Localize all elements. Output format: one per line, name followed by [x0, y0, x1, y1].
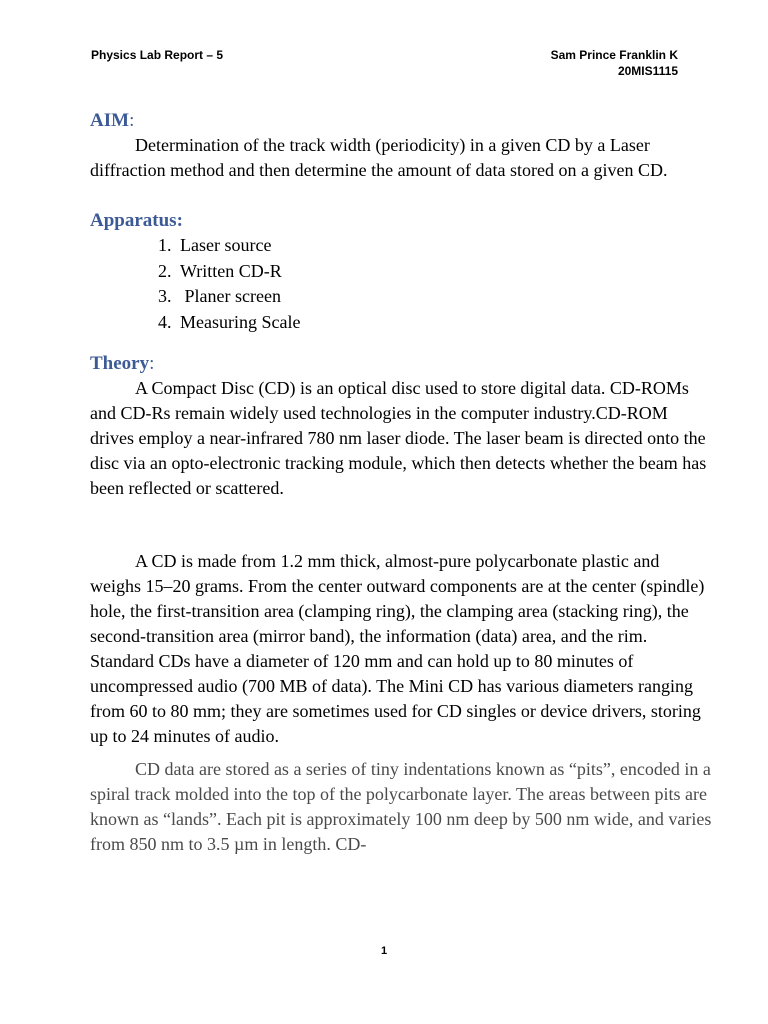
- report-title-header: Physics Lab Report – 5: [91, 48, 224, 62]
- apparatus-list: [90, 233, 712, 335]
- theory-heading: [90, 351, 712, 376]
- document-body: [90, 108, 712, 857]
- list-item-number: 2.: [158, 260, 172, 281]
- theory-paragraph-2: A CD is made from 1.2 mm thick, almost-pure polycarbonate plastic and weighs 15–20 grams. From the center outward components are at the center (spindle) hole, the first-transition area (clamping ring), the clamping area (stacking ring), the second-transition area (mirror band), the information (data) area, and the rim. Standard CDs have a diameter of 120 mm and can hold up to 80 minutes of uncompressed audio (700 MB of data). The Mini CD has various diameters ranging from 60 to 80 mm; they are sometimes used for CD singles or device drivers, storing up to 24 minutes of audio.: [90, 551, 705, 746]
- list-item: [158, 259, 712, 285]
- list-item-label: Measuring Scale: [180, 311, 301, 332]
- page-number: 1: [380, 945, 388, 957]
- aim-heading-colon: :: [129, 110, 135, 131]
- author-header: [551, 47, 678, 79]
- list-item: [158, 310, 712, 336]
- list-item-number: 1.: [158, 235, 172, 255]
- list-item-label: Planer screen: [180, 286, 281, 306]
- list-item-label: Laser source: [180, 235, 272, 255]
- apparatus-heading-word: Apparatus:: [90, 210, 183, 231]
- list-item-number: 3.: [158, 286, 172, 306]
- aim-heading-word: AIM: [90, 110, 130, 131]
- theory-paragraph-1: A Compact Disc (CD) is an optical disc used to store digital data. CD-ROMs and CD-Rs remain widely used technologies in the computer industry.CD-ROM drives employ a near-infrared 780 nm laser diode. The laser beam is directed onto the disc via an opto-electronic tracking module, which then detects whether the beam has been reflected or scattered.: [90, 378, 707, 498]
- author-name: Sam Prince Franklin K: [550, 48, 678, 62]
- theory-heading-word: Theory: [90, 353, 150, 374]
- aim-heading: [90, 108, 712, 133]
- aim-text: Determination of the track width (periodicity) in a given CD by a Laser diffraction method and then determine the amount of data stored on a given CD.: [90, 135, 668, 180]
- theory-heading-colon: :: [149, 353, 155, 374]
- theory-paragraph-3: CD data are stored as a series of tiny indentations known as “pits”, encoded in a spiral track molded into the top of the polycarbonate layer. The areas between pits are known as “lands”. Each pit is approximately 100 nm deep by 500 nm wide, and varies from 850 nm to 3.5 µm in length. CD-: [90, 759, 712, 854]
- list-item: [158, 284, 712, 310]
- student-id: 20MIS1115: [617, 64, 678, 78]
- list-item: [158, 233, 712, 259]
- list-item-label: Written CD-R: [180, 260, 282, 281]
- apparatus-heading: [90, 208, 712, 233]
- list-item-number: 4.: [158, 311, 172, 332]
